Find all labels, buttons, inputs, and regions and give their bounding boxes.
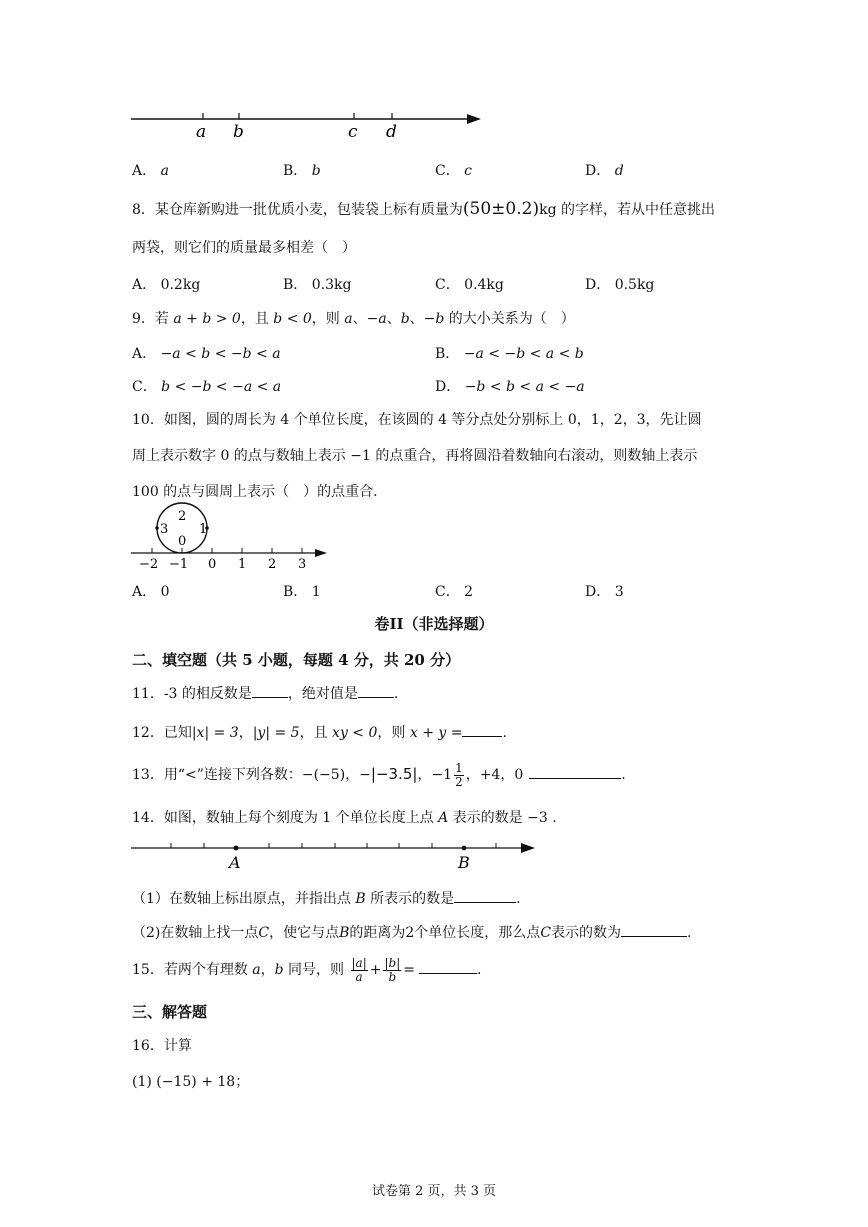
axis-label-b: b [233, 122, 244, 142]
q14-sub2: （2)在数轴上找一点C，使它与点B的距离为2个单位长度，那么点C表示的数为 . [132, 922, 691, 942]
q10-option-d: D． 3 [585, 584, 624, 600]
circle-label-1: 1 [199, 522, 208, 537]
q15-blank [419, 959, 477, 974]
axis-label-2: 2 [268, 557, 277, 572]
q8-option-c: C． 0.4kg [435, 277, 504, 293]
q15-stem: 15．若两个有理数 a，b 同号，则 $\frac{|a|}{a}$ + $\frac{|b|}{b}$ = . [132, 955, 482, 984]
q11-blank-2 [358, 683, 394, 698]
q14-sub2-blank [621, 922, 687, 937]
section3-heading: 三、解答题 [132, 1003, 208, 1021]
q8-option-d: D． 0.5kg [585, 277, 655, 293]
q8-option-a: A． 0.2kg [132, 277, 201, 293]
q10-circle-figure [125, 500, 335, 574]
q10-stem-line2: 周上表示数字 0 的点与数轴上表示 −1 的点重合，再将圆沿着数轴向右滚动，则数轴上表示 [132, 448, 698, 464]
q11-blank-1 [252, 683, 288, 698]
q10-option-a: A． 0 [132, 584, 170, 600]
axis-label-1: 1 [238, 557, 247, 572]
q11-stem: 11．-3 的相反数是 ，绝对值是 . [132, 683, 398, 703]
q16-title: 16．计算 [132, 1038, 192, 1054]
axis-label-neg1: −1 [169, 557, 189, 572]
q14-sub1-blank [454, 888, 516, 903]
axis-label-neg2: −2 [139, 557, 159, 572]
axis-label-3: 3 [298, 557, 307, 572]
q8-stem-line2: 两袋，则它们的质量最多相差（ ） [132, 240, 356, 256]
q13-blank [529, 764, 621, 779]
q10-option-c: C． 2 [435, 584, 474, 600]
circle-label-2: 2 [178, 509, 187, 524]
q14-number-line [125, 836, 545, 874]
q9-option-d: D． −b < b < a < −a [435, 379, 585, 395]
axis-label-d: d [386, 122, 397, 142]
circle-label-0: 0 [178, 534, 187, 549]
q14-stem: 14．如图，数轴上每个刻度为 1 个单位长度上点 A 表示的数是 −3 . [132, 810, 557, 826]
q16-sub1: (1) (−15) + 18； [132, 1074, 250, 1090]
axis-label-c: c [348, 122, 358, 142]
q13-fraction: $\frac{1}{2}$ [455, 760, 463, 789]
q10-option-b: B． 1 [283, 584, 321, 600]
q7-option-b: B． b [283, 163, 321, 179]
q14-sub1: （1）在数轴上标出原点，并指出点 B 所表示的数是 . [132, 888, 521, 908]
q9-option-b: B． −a < −b < a < b [435, 346, 584, 362]
q8-option-b: B． 0.3kg [283, 277, 352, 293]
q8-mass: (50±0.2) [462, 199, 540, 219]
q10-stem-line1: 10．如图，圆的周长为 4 个单位长度，在该圆的 4 等分点处分别标上 0，1，2，3，先让圆 [132, 412, 702, 428]
q8-stem-line1: 8．某仓库新购进一批优质小麦，包装袋上标有质量为(50±0.2)kg 的字样，若从中任意挑出 [132, 199, 715, 219]
q7-option-d: D． d [585, 163, 624, 179]
q7-number-line [125, 104, 490, 144]
q9-option-a: A． −a < b < −b < a [132, 346, 281, 362]
q15-fraction-b: $\frac{|b|}{b}$ [384, 955, 401, 984]
q7-option-c: C． c [435, 163, 473, 179]
q10-stem-line3: 100 的点与圆周上表示（ ）的点重合. [132, 484, 378, 500]
page-footer: 试卷第 2 页，共 3 页 [371, 1184, 497, 1199]
section2-heading: 二、填空题（共 5 小题，每题 4 分，共 20 分） [132, 651, 461, 669]
q12-blank [462, 722, 502, 737]
section-title: 卷II（非选择题） [374, 615, 494, 633]
axis-label-0: 0 [208, 557, 217, 572]
q9-option-c: C． b < −b < −a < a [132, 379, 282, 395]
q13-stem: 13．用“<”连接下列各数：−(−5)，−|−3.5|，−1 $\frac{1}{2}$ ，+4，0 . [132, 760, 626, 789]
q9-stem: 9．若 a + b > 0，且 b < 0，则 a、−a、b、−b 的大小关系为（ ） [132, 311, 575, 327]
point-label-b: B [458, 853, 470, 872]
circle-label-3: 3 [160, 522, 169, 537]
q15-fraction-a: $\frac{|a|}{a}$ [351, 955, 367, 984]
q7-option-a: A． a [132, 163, 169, 179]
axis-label-a: a [196, 122, 207, 142]
point-label-a: A [229, 853, 241, 872]
q12-stem: 12．已知|x| = 3，|y| = 5，且 xy < 0，则 x + y = . [132, 722, 507, 742]
